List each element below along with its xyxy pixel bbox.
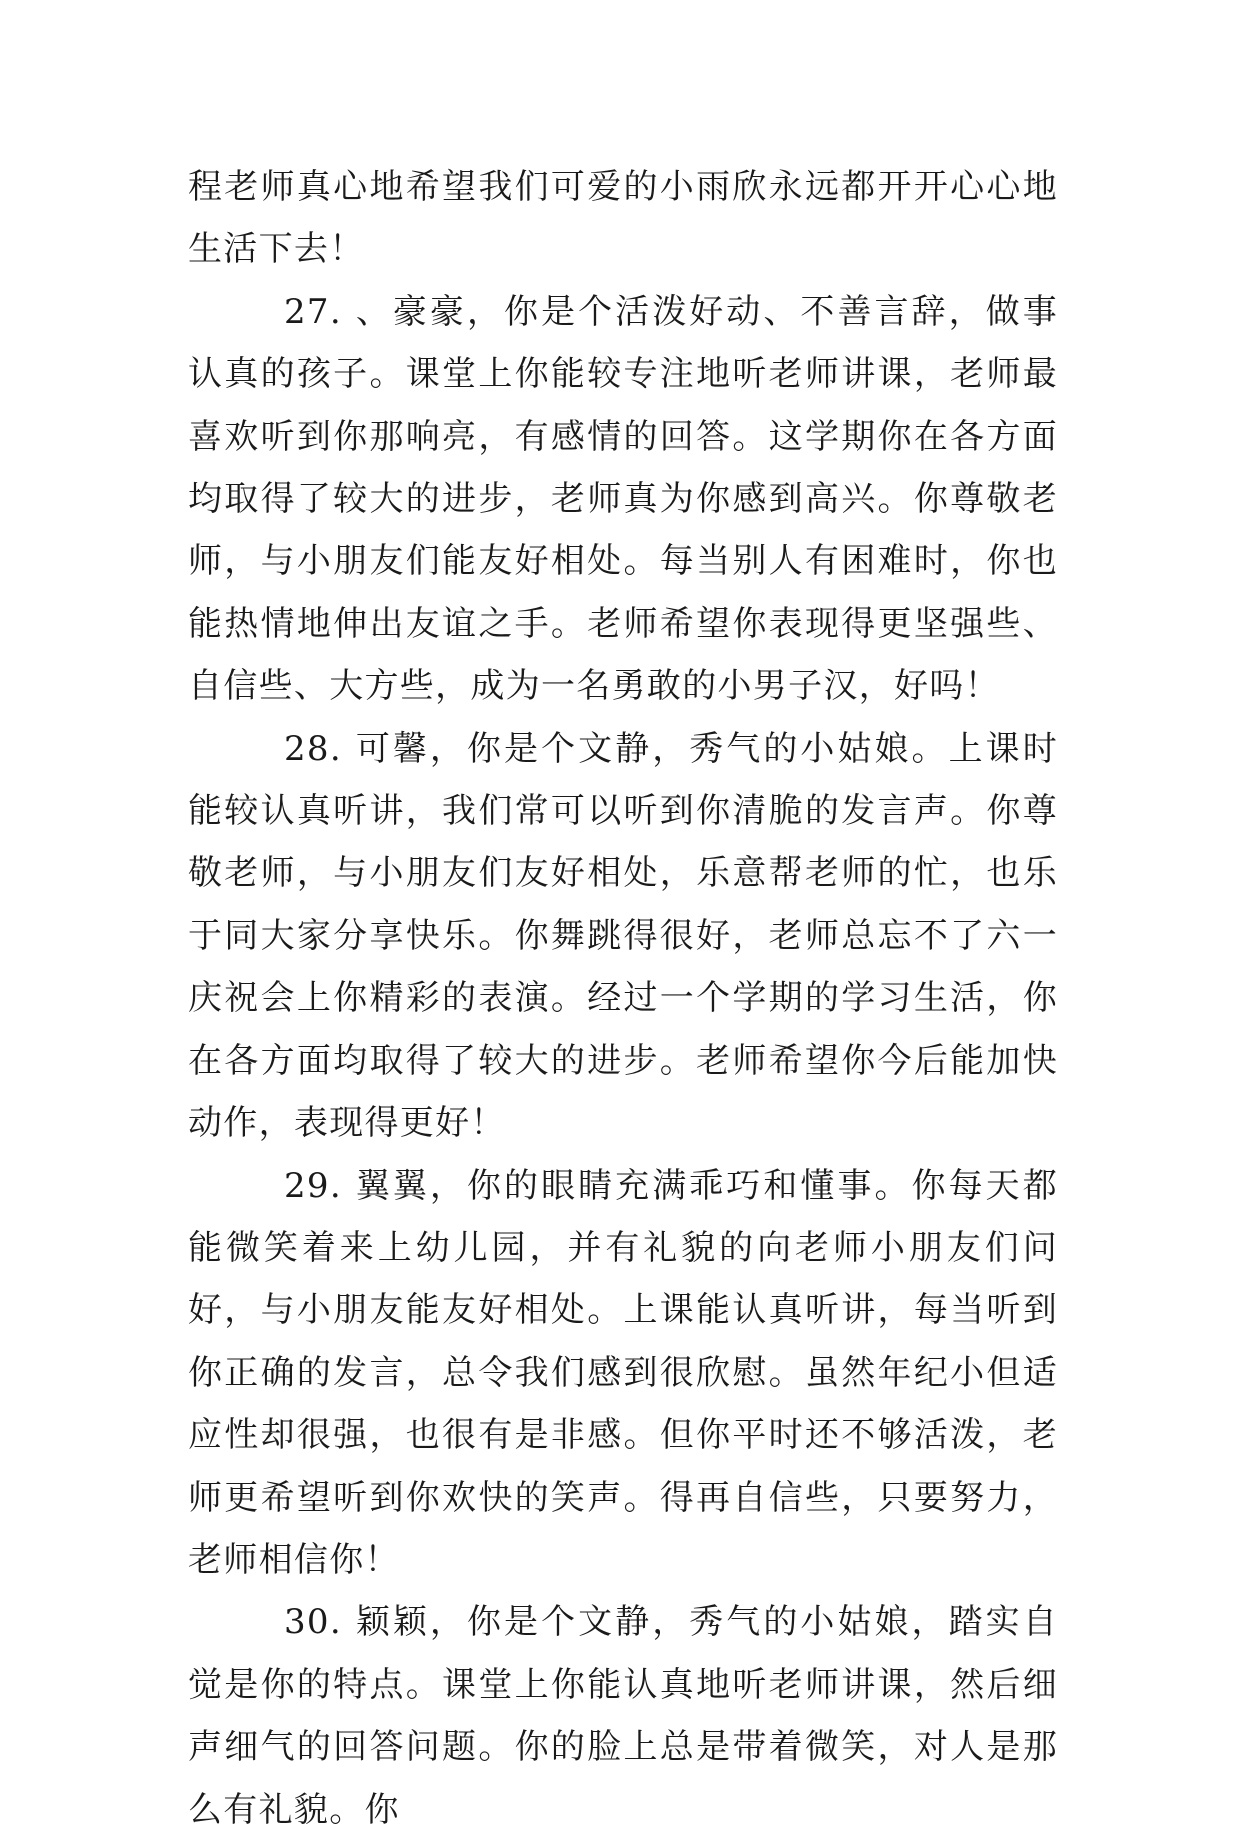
paragraph-item-30: 30. 颖颖，你是个文静，秀气的小姑娘，踏实自觉是你的特点。课堂上你能认真地听老师讲课，然后细声细气的回答问题。你的脸上总是带着微笑，对人是那么有礼貌。你	[188, 1602, 1058, 1830]
paragraph-continuation: 程老师真心地希望我们可爱的小雨欣永远都开开心心地生活下去！	[188, 167, 1058, 270]
paragraph-item-29: 29. 翼翼，你的眼睛充满乖巧和懂事。你每天都能微笑着来上幼儿园，并有礼貌的向老师小朋友们问好，与小朋友能友好相处。上课能认真听讲，每当听到你正确的发言，总令我们感到很欣慰。虽然年纪小但适应性却很强，也很有是非感。但你平时还不够活泼，老师更希望听到你欢快的笑声。得再自信些，只要努力，老师相信你！	[188, 1165, 1058, 1580]
document-body	[188, 156, 1058, 1841]
paragraph-item-27: 27. 、豪豪，你是个活泼好动、不善言辞，做事认真的孩子。课堂上你能较专注地听老师讲课，老师最喜欢听到你那响亮，有感情的回答。这学期你在各方面均取得了较大的进步，老师真为你感到高兴。你尊敬老师，与小朋友们能友好相处。每当别人有困难时，你也能热情地伸出友谊之手。老师希望你表现得更坚强些、自信些、大方些，成为一名勇敢的小男子汉，好吗！	[188, 291, 1058, 707]
paragraph-item-28: 28. 可馨，你是个文静，秀气的小姑娘。上课时能较认真听讲，我们常可以听到你清脆的发言声。你尊敬老师，与小朋友们友好相处，乐意帮老师的忙，也乐于同大家分享快乐。你舞跳得很好，老师总忘不了六一庆祝会上你精彩的表演。经过一个学期的学习生活，你在各方面均取得了较大的进步。老师希望你今后能加快动作，表现得更好！	[188, 728, 1058, 1144]
